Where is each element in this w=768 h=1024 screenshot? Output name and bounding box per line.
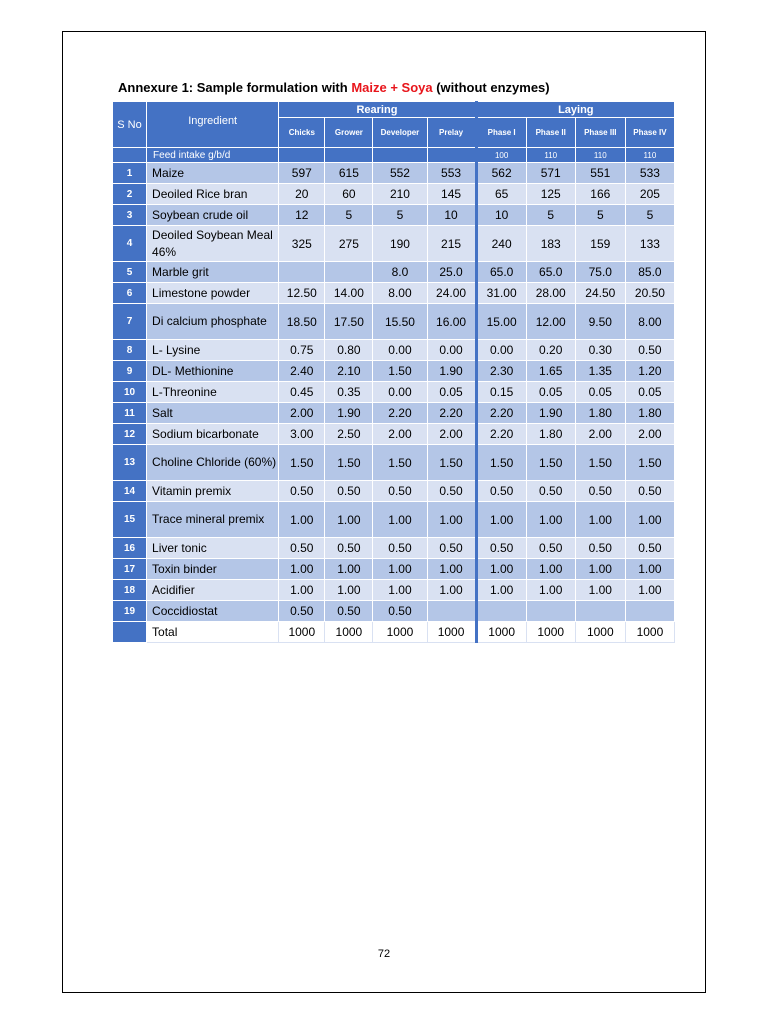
value-cell: 0.50 (325, 481, 373, 502)
value-cell: 0.50 (476, 481, 526, 502)
value-cell: 1.65 (526, 361, 575, 382)
value-cell: 1.00 (279, 580, 325, 601)
value-cell: 2.50 (325, 424, 373, 445)
value-cell (476, 601, 526, 622)
feed-intake-value (427, 148, 476, 163)
value-cell: 1.00 (427, 580, 476, 601)
value-cell: 210 (373, 184, 427, 205)
total-value: 1000 (526, 622, 575, 643)
value-cell: 0.75 (279, 340, 325, 361)
value-cell: 552 (373, 163, 427, 184)
total-value: 1000 (427, 622, 476, 643)
value-cell: 0.50 (427, 481, 476, 502)
value-cell: 0.30 (575, 340, 625, 361)
phase-header: Phase III (575, 118, 625, 148)
value-cell: 1.90 (325, 403, 373, 424)
phase-header: Phase I (476, 118, 526, 148)
feed-intake-label: Feed intake g/b/d (147, 148, 279, 163)
value-cell: 24.50 (575, 283, 625, 304)
ingredient-name: Choline Chloride (60%) (147, 445, 279, 481)
value-cell: 10 (427, 205, 476, 226)
value-cell: 0.05 (526, 382, 575, 403)
value-cell (575, 601, 625, 622)
ingredient-name: Toxin binder (147, 559, 279, 580)
feed-intake-value: 110 (625, 148, 674, 163)
table-row (113, 559, 675, 580)
value-cell: 20.50 (625, 283, 674, 304)
ingredient-name: Deoiled Rice bran (147, 184, 279, 205)
feed-intake-value (325, 148, 373, 163)
value-cell: 1.80 (575, 403, 625, 424)
value-cell: 10 (476, 205, 526, 226)
total-sn-cell (113, 622, 147, 643)
value-cell: 1.00 (427, 559, 476, 580)
value-cell: 1.00 (373, 559, 427, 580)
value-cell: 1.50 (526, 445, 575, 481)
row-serial-number: 7 (113, 304, 147, 340)
table-row (113, 283, 675, 304)
value-cell: 0.80 (325, 340, 373, 361)
value-cell: 17.50 (325, 304, 373, 340)
total-value: 1000 (575, 622, 625, 643)
row-serial-number: 4 (113, 226, 147, 262)
value-cell: 5 (373, 205, 427, 226)
value-cell: 12.00 (526, 304, 575, 340)
value-cell: 1.50 (575, 445, 625, 481)
row-serial-number: 13 (113, 445, 147, 481)
phase-header: Developer (373, 118, 427, 148)
row-serial-number: 10 (113, 382, 147, 403)
table-row (113, 340, 675, 361)
ingredient-name: L- Lysine (147, 340, 279, 361)
value-cell: 1.00 (526, 502, 575, 538)
ingredient-header: Ingredient (147, 102, 279, 148)
value-cell: 562 (476, 163, 526, 184)
value-cell: 8.00 (373, 283, 427, 304)
value-cell: 2.40 (279, 361, 325, 382)
value-cell: 1.90 (526, 403, 575, 424)
value-cell: 5 (526, 205, 575, 226)
value-cell: 2.00 (279, 403, 325, 424)
row-serial-number: 17 (113, 559, 147, 580)
value-cell: 1.50 (427, 445, 476, 481)
value-cell: 1.50 (373, 361, 427, 382)
value-cell: 0.35 (325, 382, 373, 403)
row-serial-number: 15 (113, 502, 147, 538)
table-row (113, 538, 675, 559)
value-cell: 5 (575, 205, 625, 226)
row-serial-number: 1 (113, 163, 147, 184)
value-cell: 145 (427, 184, 476, 205)
value-cell: 1.50 (325, 445, 373, 481)
value-cell: 75.0 (575, 262, 625, 283)
value-cell: 2.00 (625, 424, 674, 445)
feed-intake-value: 100 (476, 148, 526, 163)
table-row (113, 382, 675, 403)
value-cell: 1.00 (373, 580, 427, 601)
ingredient-name: DL- Methionine (147, 361, 279, 382)
title-prefix: Annexure 1: Sample formulation with (118, 80, 352, 95)
value-cell: 190 (373, 226, 427, 262)
value-cell: 2.00 (575, 424, 625, 445)
row-serial-number: 5 (113, 262, 147, 283)
title-highlight: Maize + Soya (351, 80, 433, 95)
value-cell: 2.00 (373, 424, 427, 445)
total-value: 1000 (476, 622, 526, 643)
ingredient-name: Marble grit (147, 262, 279, 283)
value-cell: 1.80 (526, 424, 575, 445)
value-cell: 1.00 (575, 580, 625, 601)
total-value: 1000 (325, 622, 373, 643)
value-cell: 0.50 (325, 538, 373, 559)
table-row (113, 205, 675, 226)
ingredient-name: Coccidiostat (147, 601, 279, 622)
value-cell: 1.00 (427, 502, 476, 538)
value-cell: 5 (625, 205, 674, 226)
ingredient-name: Salt (147, 403, 279, 424)
value-cell: 1.00 (279, 559, 325, 580)
row-serial-number: 19 (113, 601, 147, 622)
value-cell: 1.00 (325, 580, 373, 601)
value-cell: 0.50 (526, 481, 575, 502)
value-cell: 1.20 (625, 361, 674, 382)
value-cell: 15.50 (373, 304, 427, 340)
value-cell: 8.0 (373, 262, 427, 283)
value-cell: 597 (279, 163, 325, 184)
feed-intake-sn-cell (113, 148, 147, 163)
value-cell: 0.50 (625, 481, 674, 502)
table-row (113, 184, 675, 205)
value-cell: 9.50 (575, 304, 625, 340)
feed-intake-value: 110 (575, 148, 625, 163)
value-cell: 159 (575, 226, 625, 262)
total-value: 1000 (625, 622, 674, 643)
value-cell: 1.90 (427, 361, 476, 382)
value-cell: 18.50 (279, 304, 325, 340)
value-cell: 2.20 (427, 403, 476, 424)
formulation-table (112, 101, 675, 643)
value-cell: 16.00 (427, 304, 476, 340)
sno-header: S No (113, 102, 147, 148)
value-cell: 183 (526, 226, 575, 262)
value-cell: 0.50 (373, 601, 427, 622)
group-rearing-header: Rearing (279, 102, 476, 118)
value-cell (526, 601, 575, 622)
value-cell: 0.50 (575, 481, 625, 502)
value-cell: 553 (427, 163, 476, 184)
row-serial-number: 11 (113, 403, 147, 424)
row-serial-number: 8 (113, 340, 147, 361)
row-serial-number: 12 (113, 424, 147, 445)
value-cell: 65 (476, 184, 526, 205)
value-cell: 0.50 (325, 601, 373, 622)
total-value: 1000 (373, 622, 427, 643)
value-cell: 14.00 (325, 283, 373, 304)
value-cell: 1.00 (625, 580, 674, 601)
row-serial-number: 18 (113, 580, 147, 601)
total-value: 1000 (279, 622, 325, 643)
value-cell: 1.00 (373, 502, 427, 538)
value-cell: 275 (325, 226, 373, 262)
ingredient-name: Liver tonic (147, 538, 279, 559)
ingredient-name: Deoiled Soybean Meal 46% (147, 226, 279, 262)
value-cell: 12.50 (279, 283, 325, 304)
value-cell: 1.00 (625, 502, 674, 538)
total-label: Total (147, 622, 279, 643)
value-cell: 240 (476, 226, 526, 262)
value-cell: 0.45 (279, 382, 325, 403)
value-cell: 24.00 (427, 283, 476, 304)
value-cell: 1.00 (325, 502, 373, 538)
phase-header: Prelay (427, 118, 476, 148)
value-cell: 1.80 (625, 403, 674, 424)
phase-header: Chicks (279, 118, 325, 148)
value-cell (279, 262, 325, 283)
value-cell: 2.20 (476, 403, 526, 424)
value-cell (625, 601, 674, 622)
value-cell: 2.30 (476, 361, 526, 382)
value-cell: 0.05 (575, 382, 625, 403)
value-cell: 0.50 (373, 481, 427, 502)
value-cell: 1.50 (373, 445, 427, 481)
value-cell: 20 (279, 184, 325, 205)
total-row (113, 622, 675, 643)
value-cell: 1.00 (526, 580, 575, 601)
table-row (113, 403, 675, 424)
value-cell: 60 (325, 184, 373, 205)
value-cell: 2.00 (427, 424, 476, 445)
value-cell: 0.05 (427, 382, 476, 403)
value-cell: 1.00 (575, 559, 625, 580)
value-cell: 0.50 (526, 538, 575, 559)
value-cell: 0.00 (476, 340, 526, 361)
value-cell: 0.50 (575, 538, 625, 559)
value-cell: 615 (325, 163, 373, 184)
value-cell (427, 601, 476, 622)
row-serial-number: 14 (113, 481, 147, 502)
ingredient-name: Maize (147, 163, 279, 184)
value-cell: 166 (575, 184, 625, 205)
value-cell: 1.35 (575, 361, 625, 382)
value-cell: 1.00 (476, 559, 526, 580)
value-cell: 205 (625, 184, 674, 205)
row-serial-number: 9 (113, 361, 147, 382)
value-cell: 215 (427, 226, 476, 262)
value-cell: 0.15 (476, 382, 526, 403)
row-serial-number: 16 (113, 538, 147, 559)
feed-intake-value (373, 148, 427, 163)
value-cell: 25.0 (427, 262, 476, 283)
feed-intake-value (279, 148, 325, 163)
ingredient-name: Soybean crude oil (147, 205, 279, 226)
table-row (113, 424, 675, 445)
table-row (113, 226, 675, 262)
value-cell: 1.00 (325, 559, 373, 580)
row-serial-number: 6 (113, 283, 147, 304)
row-serial-number: 3 (113, 205, 147, 226)
value-cell: 0.50 (279, 538, 325, 559)
table-row (113, 580, 675, 601)
ingredient-name: Di calcium phosphate (147, 304, 279, 340)
table-row (113, 361, 675, 382)
value-cell: 3.00 (279, 424, 325, 445)
value-cell: 28.00 (526, 283, 575, 304)
value-cell: 85.0 (625, 262, 674, 283)
value-cell: 0.00 (373, 382, 427, 403)
table-row (113, 163, 675, 184)
value-cell: 2.20 (373, 403, 427, 424)
value-cell: 65.0 (476, 262, 526, 283)
value-cell: 0.50 (279, 601, 325, 622)
table-row (113, 445, 675, 481)
phase-header: Phase IV (625, 118, 674, 148)
value-cell: 0.50 (373, 538, 427, 559)
value-cell: 0.05 (625, 382, 674, 403)
ingredient-name: Vitamin premix (147, 481, 279, 502)
value-cell: 1.50 (279, 445, 325, 481)
ingredient-name: L-Threonine (147, 382, 279, 403)
ingredient-name: Sodium bicarbonate (147, 424, 279, 445)
ingredient-name: Acidifier (147, 580, 279, 601)
ingredient-name: Limestone powder (147, 283, 279, 304)
table-row (113, 304, 675, 340)
value-cell: 1.00 (476, 502, 526, 538)
value-cell: 5 (325, 205, 373, 226)
value-cell: 1.00 (476, 580, 526, 601)
value-cell: 1.50 (476, 445, 526, 481)
phase-header: Grower (325, 118, 373, 148)
value-cell: 8.00 (625, 304, 674, 340)
page-number: 72 (377, 948, 391, 960)
value-cell: 1.00 (625, 559, 674, 580)
group-laying-header: Laying (476, 102, 674, 118)
value-cell: 2.10 (325, 361, 373, 382)
value-cell: 571 (526, 163, 575, 184)
value-cell: 65.0 (526, 262, 575, 283)
value-cell: 31.00 (476, 283, 526, 304)
value-cell: 133 (625, 226, 674, 262)
title-suffix: (without enzymes) (432, 80, 550, 95)
value-cell: 0.20 (526, 340, 575, 361)
value-cell: 1.50 (625, 445, 674, 481)
table-row (113, 481, 675, 502)
table-row (113, 502, 675, 538)
table-row (113, 601, 675, 622)
value-cell: 2.20 (476, 424, 526, 445)
document-title (118, 80, 550, 95)
ingredient-name: Trace mineral premix (147, 502, 279, 538)
value-cell: 125 (526, 184, 575, 205)
value-cell: 0.50 (625, 538, 674, 559)
value-cell (325, 262, 373, 283)
row-serial-number: 2 (113, 184, 147, 205)
value-cell: 0.00 (427, 340, 476, 361)
feed-intake-value: 110 (526, 148, 575, 163)
value-cell: 1.00 (526, 559, 575, 580)
value-cell: 0.00 (373, 340, 427, 361)
value-cell: 533 (625, 163, 674, 184)
value-cell: 0.50 (625, 340, 674, 361)
value-cell: 12 (279, 205, 325, 226)
value-cell: 1.00 (279, 502, 325, 538)
value-cell: 0.50 (427, 538, 476, 559)
value-cell: 15.00 (476, 304, 526, 340)
value-cell: 1.00 (575, 502, 625, 538)
table-row (113, 262, 675, 283)
value-cell: 551 (575, 163, 625, 184)
value-cell: 325 (279, 226, 325, 262)
value-cell: 0.50 (279, 481, 325, 502)
value-cell: 0.50 (476, 538, 526, 559)
phase-header: Phase II (526, 118, 575, 148)
